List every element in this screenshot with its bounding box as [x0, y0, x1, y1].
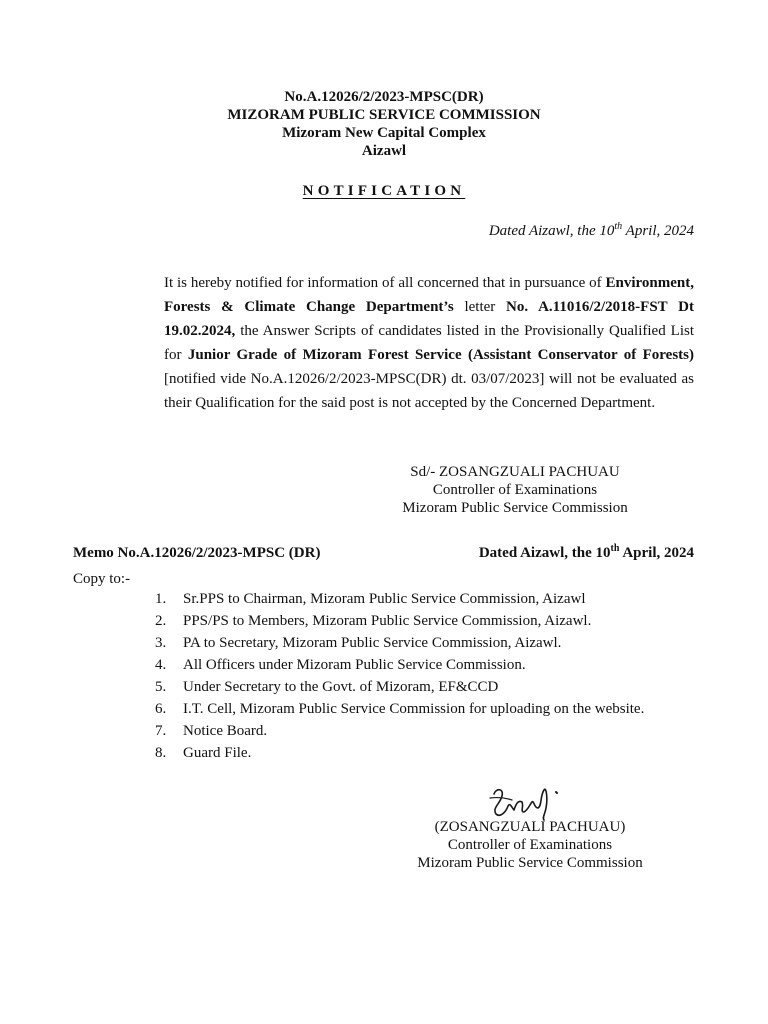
list-item-number: 1.	[155, 591, 167, 607]
list-item-number: 3.	[155, 635, 167, 651]
list-item	[155, 678, 694, 696]
copy-to-label: Copy to:-	[73, 571, 131, 587]
list-item	[155, 634, 694, 652]
memo-date-prefix: Dated Aizawl, the 10	[478, 545, 611, 561]
address-line-1: Mizoram New Capital Complex	[282, 125, 486, 141]
address-line-2: Aizawl	[361, 143, 407, 159]
body-text-3: the Answer Scripts of candidates listed in the Provisionally Qualified List for	[164, 323, 694, 363]
list-item-text: PA to Secretary, Mizoram Public Service Commission, Aizawl.	[183, 635, 562, 651]
list-item	[155, 656, 694, 674]
copy-to-list	[155, 590, 694, 766]
signature-dot	[556, 792, 557, 793]
list-item	[155, 612, 694, 630]
list-item-text: PPS/PS to Members, Mizoram Public Service Commission, Aizawl.	[183, 613, 592, 629]
signatory-name: (ZOSANGZUALI PACHUAU)	[434, 819, 626, 835]
list-item	[155, 722, 694, 740]
organization-name: MIZORAM PUBLIC SERVICE COMMISSION	[227, 107, 541, 123]
signature-stroke	[494, 789, 547, 820]
list-item-text: Under Secretary to the Govt. of Mizoram, EF&CCD	[183, 679, 499, 695]
post-name: Junior Grade of Mizoram Forest Service (Assistant Conservator of Forests)	[187, 347, 694, 363]
memo-date-sup: th	[610, 543, 620, 554]
signatory-designation: Controller of Examinations	[447, 837, 613, 853]
list-item-text: Notice Board.	[183, 723, 268, 739]
notification-body	[73, 271, 694, 415]
notification-date	[489, 222, 694, 240]
notification-title: NOTIFICATION	[302, 183, 466, 199]
signatory-name: Sd/- ZOSANGZUALI PACHUAU	[410, 464, 620, 480]
date-suffix: April, 2024	[622, 223, 694, 239]
list-item-number: 8.	[155, 745, 167, 761]
list-item-text: I.T. Cell, Mizoram Public Service Commission for uploading on the website.	[183, 701, 645, 717]
list-item	[155, 590, 694, 608]
list-item-number: 7.	[155, 723, 167, 739]
memo-number: Memo No.A.12026/2/2023-MPSC (DR)	[73, 545, 321, 561]
memo-date-suffix: April, 2024	[619, 545, 694, 561]
letterhead	[0, 88, 768, 160]
list-item-text: Guard File.	[183, 745, 252, 761]
body-text-1: It is hereby notified for information of all concerned that in pursuance of	[164, 275, 602, 291]
list-item-number: 2.	[155, 613, 167, 629]
reference-number: No.A.12026/2/2023-MPSC(DR)	[284, 89, 484, 105]
signatory-organization: Mizoram Public Service Commission	[402, 500, 628, 516]
list-item-text: All Officers under Mizoram Public Service Commission.	[183, 657, 526, 673]
list-item-number: 6.	[155, 701, 167, 717]
date-suffix-sup: th	[614, 221, 623, 232]
list-item-number: 4.	[155, 657, 167, 673]
list-item-number: 5.	[155, 679, 167, 695]
body-text-4: [notified vide No.A.12026/2/2023-MPSC(DR) dt. 03/07/2023] will not be evaluated as their Qualification for the said post is not accepted by the Concerned Department.	[164, 371, 694, 411]
letter-reference: No. A.11016/2/2018-FST Dt 19.02.2024,	[164, 299, 694, 339]
list-item	[155, 700, 694, 718]
list-item	[155, 744, 694, 762]
body-paragraph	[73, 271, 694, 415]
list-item-text: Sr.PPS to Chairman, Mizoram Public Service Commission, Aizawl	[183, 591, 586, 607]
body-text-2: letter	[453, 299, 507, 315]
date-prefix: Dated Aizawl, the 10	[488, 223, 615, 239]
signatory-designation: Controller of Examinations	[432, 482, 598, 498]
department-name: Environment, Forests & Climate Change Department’s	[164, 275, 694, 315]
signature-block-1	[395, 463, 635, 517]
memo-date	[479, 544, 694, 562]
signature-block-2	[395, 818, 665, 872]
signatory-organization: Mizoram Public Service Commission	[417, 855, 643, 871]
